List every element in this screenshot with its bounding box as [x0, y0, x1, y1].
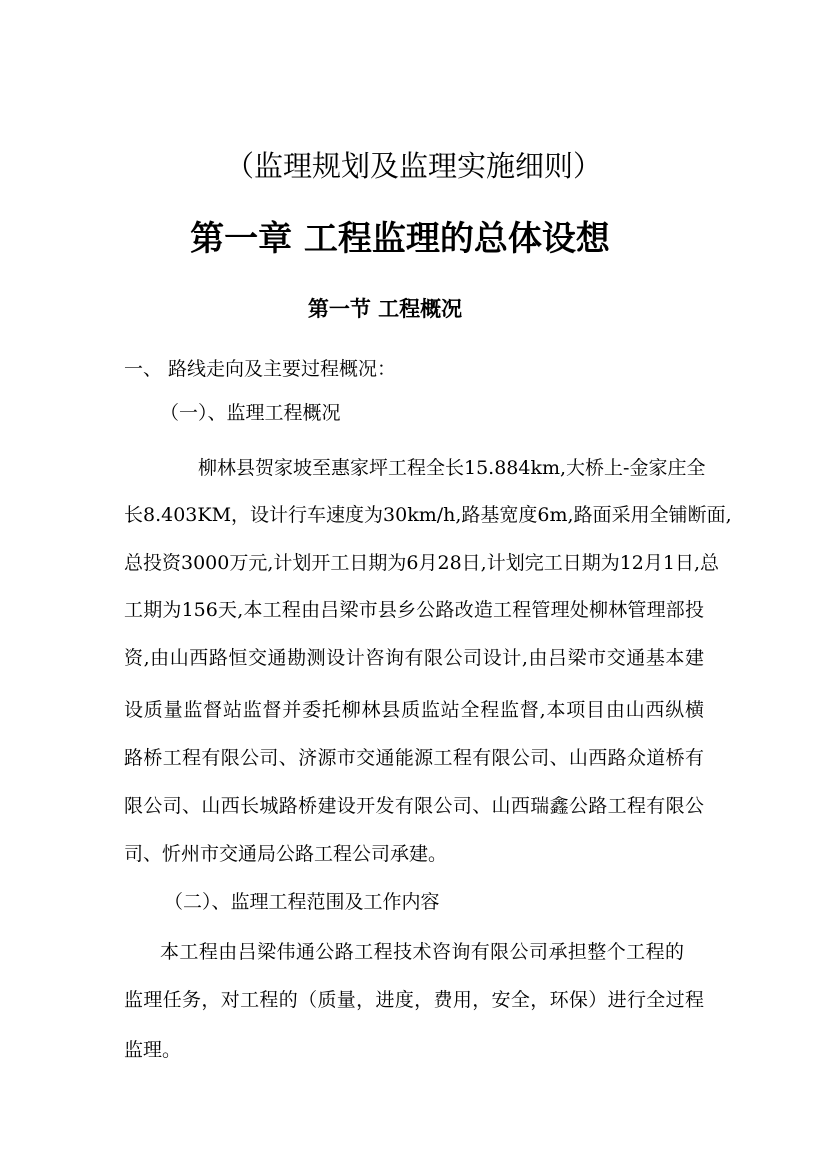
- paragraph-1-line: 资,由山西路恒交通勘测设计咨询有限公司设计,由吕梁市交通基本建: [124, 647, 704, 669]
- chapter-title: 第一章 工程监理的总体设想: [190, 219, 610, 259]
- paragraph-1-line: 路桥工程有限公司、济源市交通能源工程有限公司、山西路众道桥有: [124, 747, 704, 769]
- paragraph-2-line: 监理。: [124, 1039, 182, 1061]
- paragraph-1-line: 工期为156天,本工程由吕梁市县乡公路改造工程管理处柳林管理部投: [124, 599, 704, 621]
- paragraph-2-line: 本工程由吕梁伟通公路工程技术咨询有限公司承担整个工程的: [160, 941, 684, 963]
- paragraph-1-line: 长8.403KM，设计行车速度为30km/h,路基宽度6m,路面采用全铺断面,: [124, 504, 732, 526]
- paragraph-1-line: 柳林县贺家坡至惠家坪工程全长15.884km,大桥上-金家庄全: [198, 457, 706, 479]
- subheading-scope-of-work: （二）、监理工程范围及工作内容: [164, 891, 440, 913]
- document-title: （监理规划及监理实施细则）: [224, 149, 602, 183]
- heading-route-overview: 一、 路线走向及主要过程概况：: [124, 358, 397, 380]
- paragraph-1-line: 总投资3000万元,计划开工日期为6月28日,计划完工日期为12月1日,总: [124, 552, 720, 574]
- paragraph-1-line: 司、忻州市交通局公路工程公司承建。: [124, 843, 448, 865]
- subheading-project-overview: （一）、监理工程概况: [160, 402, 341, 424]
- paragraph-1-line: 限公司、山西长城路桥建设开发有限公司、山西瑞鑫公路工程有限公: [124, 795, 704, 817]
- section-title: 第一节 工程概况: [307, 297, 463, 321]
- paragraph-1-line: 设质量监督站监督并委托柳林县质监站全程监督,本项目由山西纵横: [124, 699, 704, 721]
- paragraph-2-line: 监理任务，对工程的（质量，进度，费用，安全，环保）进行全过程: [124, 989, 704, 1011]
